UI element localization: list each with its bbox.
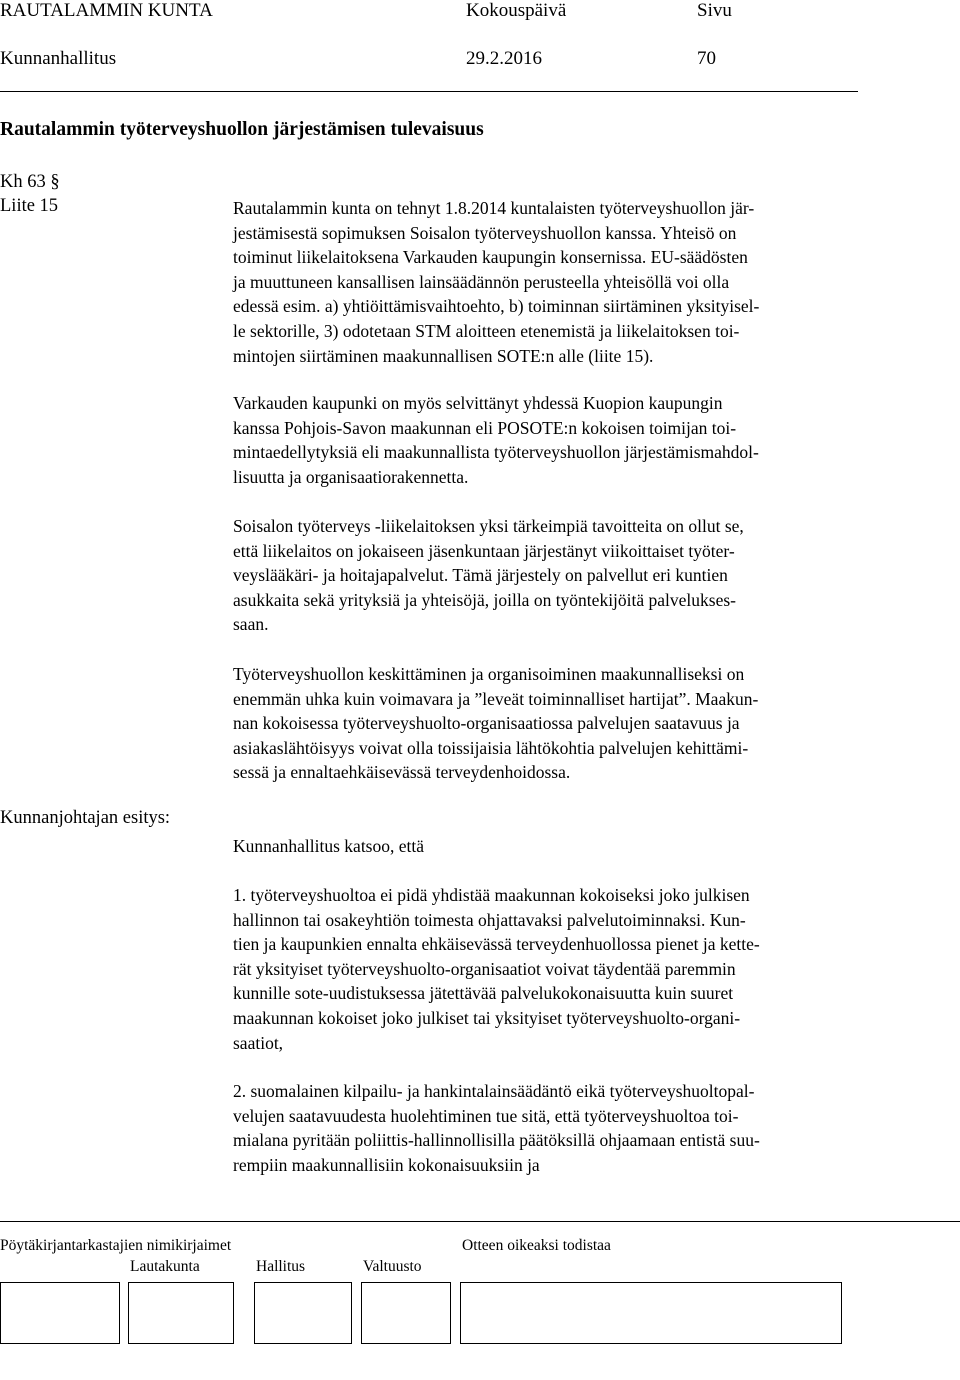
signatures-label: Pöytäkirjantarkastajien nimikirjaimet [0,1237,232,1254]
document-title: Rautalammin työterveyshuollon järjestämisen tulevaisuus [0,119,484,140]
page-label: Sivu [697,0,732,21]
paragraph-6 [233,883,863,1055]
paragraph-line: Kunnanhallitus katsoo, että [233,836,425,856]
initials-box-lautakunta [128,1282,234,1344]
paragraph-line: asukkaita sekä yrityksiä ja yhteisöjä, joilla on työntekijöitä palvelukses- [233,589,737,610]
paragraph-line: Työterveyshuollon keskittäminen ja organisoiminen maakunnalliseksi on [233,664,745,684]
appendix-label: Liite 15 [0,196,59,216]
paragraph-line: tien ja kaupunkien ennalta ehkäisevässä terveydenhuollossa pienet ja kette- [233,934,760,955]
footer-column-hallitus: Hallitus [256,1258,306,1275]
paragraph-line: le sektorille, 3) odotetaan STM aloitteen etenemistä ja liikelaitoksen toi- [233,320,740,341]
certification-box [460,1282,842,1344]
paragraph-line: lisuutta ja organisaatiorakennetta. [233,466,469,487]
paragraph-line: 2. suomalainen kilpailu- ja hankintalainsäädäntö eikä työterveyshuoltopal- [233,1081,755,1101]
meeting-date: 29.2.2016 [466,48,542,69]
paragraph-line: rempiin maakunnallisiin kokonaisuuksiin ja [233,1154,540,1175]
paragraph-line: asiakaslähtöisyys voivat olla toissijaisia lähtökohtia palvelujen kehittämi- [233,737,749,758]
initials-box-valtuusto [361,1282,451,1344]
paragraph-line: että liikelaitos on jokaiseen jäsenkuntaan järjestänyt viikoittaiset työter- [233,540,735,561]
certified-label: Otteen oikeaksi todistaa [462,1237,611,1254]
paragraph-line: edessä esim. a) yhtiöittämisvaihtoehto, b) toiminnan siirtäminen yksityisel- [233,296,760,317]
paragraph-line: saan. [233,614,269,635]
paragraph-line: mintojen siirtäminen maakunnallisen SOTE:n alle (liite 15). [233,345,654,366]
paragraph-line: rät yksityiset työterveyshuolto-organisaatiot voivat täydentää paremmin [233,958,736,979]
paragraph-line: sessä ja ennaltaehkäisevässä terveydenhoidossa. [233,762,571,783]
date-label: Kokouspäivä [466,0,567,21]
paragraph-line: enemmän uhka kuin voimavara ja ”leveät toiminnalliset hartijat”. Maakun- [233,688,759,709]
paragraph-1 [233,196,863,368]
municipality-name: RAUTALAMMIN KUNTA [0,0,213,21]
paragraph-line: hallinnon tai osakeyhtiön toimesta ohjattavaksi palvelutoiminnaksi. Kun- [233,909,746,930]
paragraph-line: nan kokoisessa työterveyshuolto-organisaatiossa palvelujen saatavuus ja [233,713,740,734]
paragraph-line: Varkauden kaupunki on myös selvittänyt yhdessä Kuopion kaupungin [233,393,723,413]
footer-rule [0,1221,960,1222]
header-rule [0,91,858,92]
paragraph-3 [233,514,863,637]
paragraph-line: ja muuttuneen kansallisen lainsäädännön perusteella yhteisöllä voi olla [233,271,730,292]
paragraph-line: maakunnan kokoiset joko julkiset tai yksityiset työterveyshuolto-organi- [233,1007,741,1028]
page-number: 70 [697,48,716,69]
footer-column-valtuusto: Valtuusto [363,1258,422,1275]
paragraph-line: veyslääkäri- ja hoitajapalvelut. Tämä järjestely on palvellut eri kuntien [233,565,728,586]
paragraph-line: mialana pyritään poliittis-hallinnollisilla päätöksillä ohjaamaan entistä suu- [233,1130,760,1151]
initials-box [0,1282,120,1344]
section-number: Kh 63 § [0,172,60,192]
paragraph-7 [233,1079,863,1177]
paragraph-line: velujen saatavuudesta huolehtiminen tue sitä, että työterveyshuoltoa toi- [233,1105,739,1126]
paragraph-line: Rautalammin kunta on tehnyt 1.8.2014 kuntalaisten työterveyshuollon jär- [233,198,755,218]
paragraph-line: kunnille sote-uudistuksessa jätettävää palvelukokonaisuutta kuin suuret [233,983,734,1004]
paragraph-5 [233,834,863,859]
body-name: Kunnanhallitus [0,48,117,69]
paragraph-line: mintaedellytyksiä eli maakunnallista työterveyshuollon järjestämismahdol- [233,442,759,463]
paragraph-line: toiminut liikelaitoksena Varkauden kaupungin konsernissa. EU-säädösten [233,247,748,268]
proposal-label: Kunnanjohtajan esitys: [0,808,171,828]
initials-box-hallitus [254,1282,352,1344]
paragraph-line: kanssa Pohjois-Savon maakunnan eli POSOTE:n kokoisen toimijan toi- [233,417,737,438]
footer-column-lautakunta: Lautakunta [130,1258,200,1275]
paragraph-line: 1. työterveyshuoltoa ei pidä yhdistää maakunnan kokoiseksi joko julkisen [233,885,750,905]
paragraph-line: jestämisestä sopimuksen Soisalon työterveyshuollon kanssa. Yhteisö on [233,222,737,243]
paragraph-4 [233,662,863,785]
paragraph-2 [233,391,863,489]
paragraph-line: saatiot, [233,1032,284,1053]
paragraph-line: Soisalon työterveys -liikelaitoksen yksi tärkeimpiä tavoitteita on ollut se, [233,516,744,536]
